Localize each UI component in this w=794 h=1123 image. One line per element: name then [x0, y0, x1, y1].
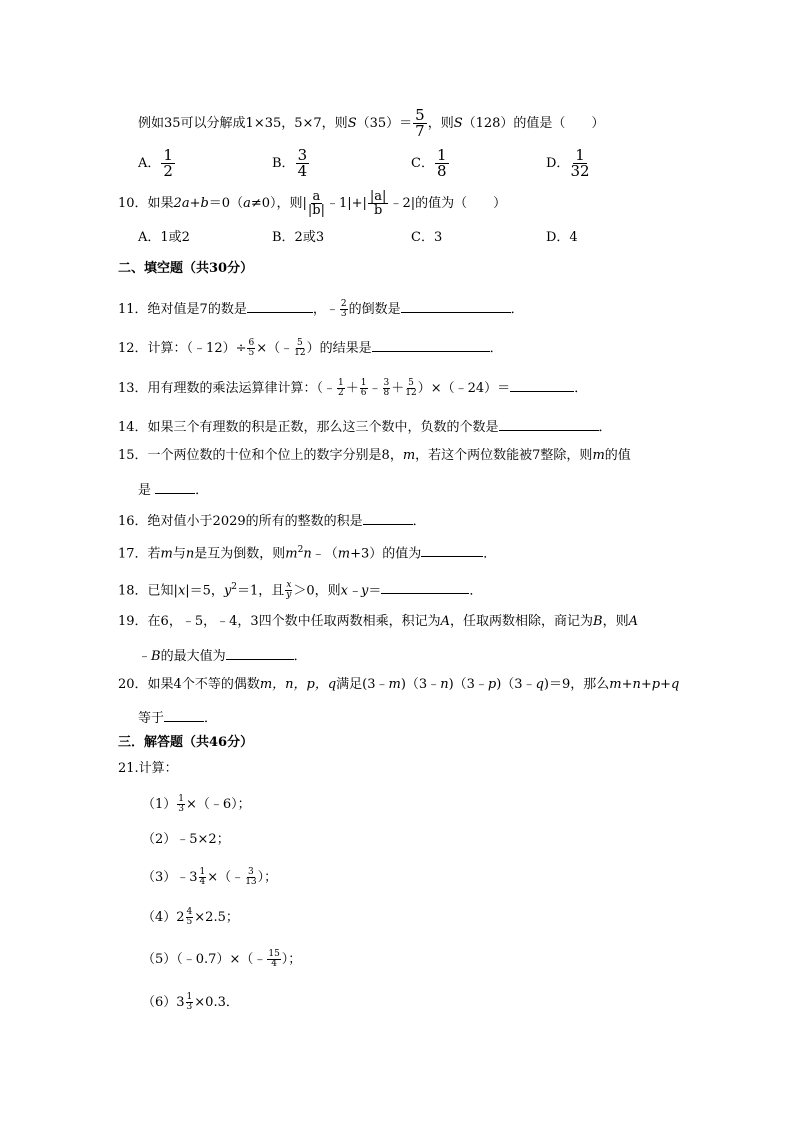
- answer-blank[interactable]: [421, 542, 483, 557]
- answer-blank[interactable]: [155, 479, 195, 494]
- q15-line1: 15．一个两位数的十位和个位上的数字分别是8，m，若这个两位数能被7整除，则m的值: [118, 448, 631, 463]
- answer-blank[interactable]: [510, 377, 574, 392]
- answer-blank[interactable]: [381, 579, 469, 594]
- q21-item-5: （5）（﹣0.7）×（﹣ $\frac{15}{4}$ ）；: [142, 949, 302, 969]
- q19-line1: 19．在6，﹣5，﹣4，3四个数中任取两数相乘，积记为A，任取两数相除，商记为B，则A: [118, 614, 639, 629]
- q21-item-4: （4）2 $\frac{4}{5}$ ×2.5；: [142, 907, 239, 927]
- q14: 14．如果三个有理数的积是正数，那么这三个数中，负数的个数是 ．: [118, 416, 612, 437]
- q21-item-6: （6）3 $\frac{1}{3}$ ×0.3．: [142, 992, 239, 1012]
- section-2-heading: 二、填空题（共30分）: [118, 261, 254, 276]
- q20-line2: 等于 ．: [138, 707, 217, 728]
- q18: 18．已知|x|＝5，$y^2=1$，且 $\frac{x}{y}$ ＞0，则x﹣y＝ ．: [118, 580, 483, 601]
- q9-option-c: C． $\frac{1}{8}$: [411, 146, 447, 180]
- q9-option-a: A． $\frac{1}{2}$: [138, 146, 173, 180]
- answer-blank[interactable]: [372, 337, 490, 352]
- q21-item-3: （3）﹣3 $\frac{1}{4}$ ×（﹣ $\frac{3}{13}$ ）；: [142, 867, 278, 887]
- q17: 17．若m与n是互为倒数，则$m^2n﹣(m+3)$的值为 ．: [118, 541, 496, 563]
- answer-blank[interactable]: [499, 416, 599, 431]
- q10-stem: 10．如果2a+b＝0（a≠0），则| $\frac{a}{|b|}$ ﹣1|+| $\frac{|a|}{b}$ ﹣2|的值为（ ）: [118, 189, 507, 218]
- answer-blank[interactable]: [164, 707, 204, 722]
- q10-option-b: B．2或3: [272, 230, 325, 245]
- q9-fraction: $\frac{5}{7}$: [415, 106, 425, 140]
- q21-item-1: （1） $\frac{1}{3}$ ×（﹣6）；: [142, 794, 251, 814]
- q15-line2: 是 ．: [138, 479, 208, 500]
- q10-option-d: D．4: [546, 230, 578, 245]
- q20-line1: 20．如果4个不等的偶数m，n，p，q满足(3﹣m)（3﹣n)（3﹣p)（3﹣q)＝9，那么m+n+p+q: [118, 677, 680, 692]
- q11: 11．绝对值是7的数是 ，﹣ $\frac{2}{3}$ 的倒数是 ．: [118, 299, 524, 319]
- q13: 13．用有理数的乘法运算律计算：（﹣ $\frac{1}{2}$ ＋ $\frac{1}{6}$ ﹣ $\frac{3}{8}$ ＋ $\frac{5}{12}$ ）×（﹣24）＝ ．: [118, 378, 588, 398]
- answer-blank[interactable]: [226, 645, 294, 660]
- q16: 16．绝对值小于2029的所有的整数的积是 ．: [118, 510, 426, 531]
- q9-stem: 例如35可以分解成1×35，5×7，则S（35）＝ $\frac{5}{7}$ ，则S（128）的值是（ ）: [138, 106, 605, 140]
- q9-option-d: D． $\frac{1}{32}$: [546, 146, 590, 180]
- q10-option-a: A．1或2: [138, 230, 190, 245]
- q21-title: 21.计算：: [118, 761, 178, 776]
- q12: 12．计算：（﹣12）÷ $\frac{6}{5}$ ×（﹣ $\frac{5}{12}$ ）的结果是 ．: [118, 338, 503, 358]
- q19-line2: ﹣B的最大值为 ．: [138, 645, 307, 666]
- answer-blank[interactable]: [363, 510, 413, 525]
- answer-blank[interactable]: [401, 298, 511, 313]
- q9-option-b: B． $\frac{3}{4}$: [272, 146, 308, 180]
- q21-item-2: （2）﹣5×2；: [142, 832, 230, 847]
- answer-blank[interactable]: [247, 298, 313, 313]
- section-3-heading: 三．解答题（共46分）: [118, 735, 254, 750]
- q10-option-c: C．3: [411, 230, 443, 245]
